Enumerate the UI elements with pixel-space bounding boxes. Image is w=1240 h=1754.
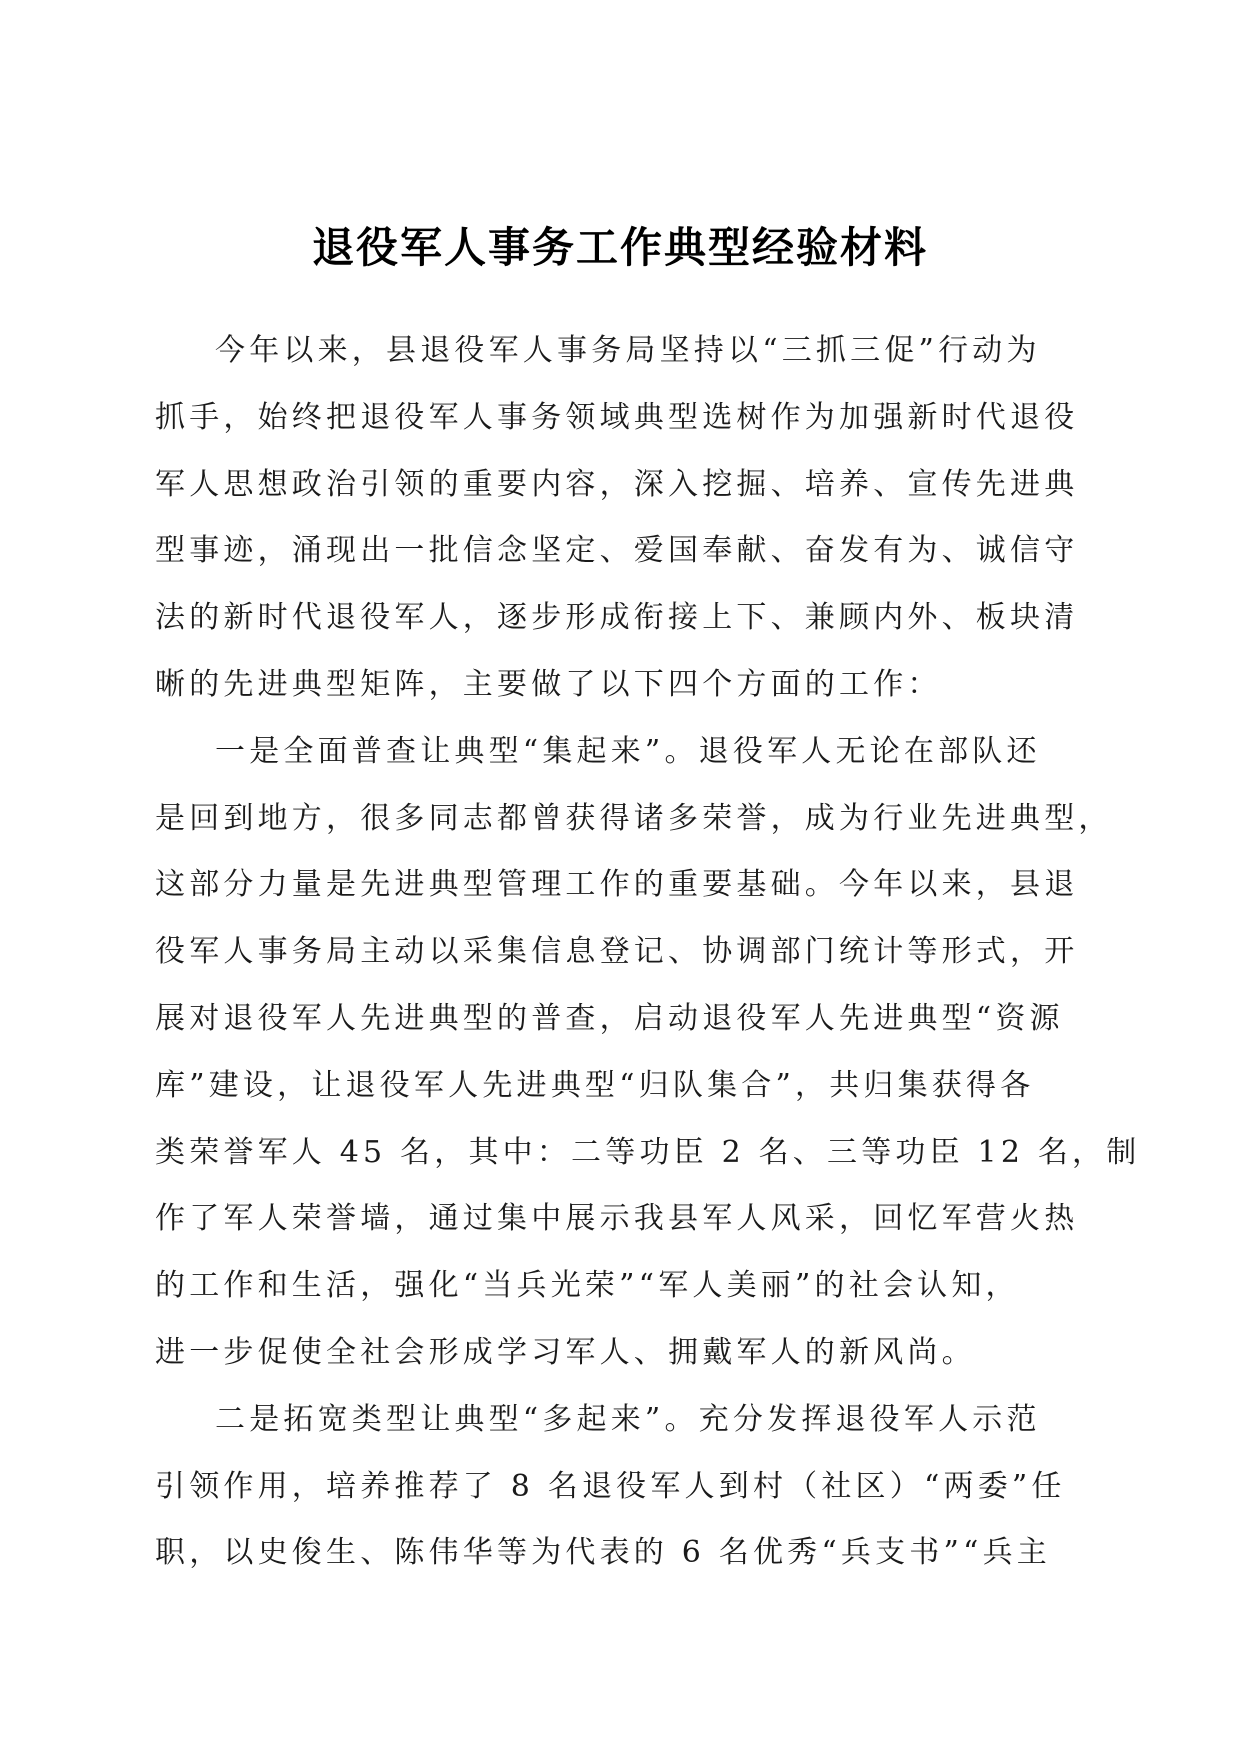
text-line: 役军人事务局主动以采集信息登记、协调部门统计等形式，开 — [155, 934, 1079, 970]
text-line: 今年以来，县退役军人事务局坚持以“三抓三促”行动为 — [215, 333, 1041, 368]
text-line: 职，以史俊生、陈伟华等为代表的 6 名优秀“兵支书”“兵主 — [155, 1535, 1051, 1571]
text-line: 这部分力量是先进典型管理工作的重要基础。今年以来，县退 — [155, 867, 1079, 903]
text-line: 是回到地方，很多同志都曾获得诸多荣誉，成为行业先进典型， — [155, 800, 1113, 836]
document-title: 退役军人事务工作典型经验材料 — [311, 223, 928, 272]
text-line: 作了军人荣誉墙，通过集中展示我县军人风采，回忆军营火热 — [155, 1201, 1079, 1237]
paragraph-point-one — [155, 719, 1141, 1387]
text-line: 军人思想政治引领的重要内容，深入挖掘、培养、宣传先进典 — [155, 466, 1079, 502]
text-line: 库”建设，让退役军人先进典型“归队集合”，共归集获得各 — [155, 1067, 1035, 1103]
text-line: 进一步促使全社会形成学习军人、拥戴军人的新风尚。 — [155, 1334, 976, 1370]
text-line: 法的新时代退役军人，逐步形成衔接上下、兼顾内外、板块清 — [155, 600, 1079, 636]
text-line: 一是全面普查让典型“集起来”。退役军人无论在部队还 — [215, 733, 1041, 769]
text-line: 晰的先进典型矩阵，主要做了以下四个方面的工作： — [155, 666, 942, 702]
text-line: 的工作和生活，强化“当兵光荣”“军人美丽”的社会认知， — [155, 1268, 1020, 1304]
text-line: 二是拓宽类型让典型“多起来”。充分发挥退役军人示范 — [215, 1401, 1041, 1437]
paragraph-intro — [155, 318, 1095, 719]
text-line: 类荣誉军人 45 名，其中：二等功臣 2 名、三等功臣 12 名，制 — [155, 1134, 1141, 1170]
paragraph-point-two — [155, 1387, 1095, 1587]
text-line: 展对退役军人先进典型的普查，启动退役军人先进典型“资源 — [155, 1000, 1064, 1036]
text-line: 引领作用，培养推荐了 8 名退役军人到村（社区）“两委”任 — [155, 1468, 1066, 1504]
text-line: 抓手，始终把退役军人事务领域典型选树作为加强新时代退役 — [155, 399, 1079, 435]
text-line: 型事迹，涌现出一批信念坚定、爱国奉献、奋发有为、诚信守 — [155, 533, 1079, 569]
document-body — [155, 318, 1141, 1587]
